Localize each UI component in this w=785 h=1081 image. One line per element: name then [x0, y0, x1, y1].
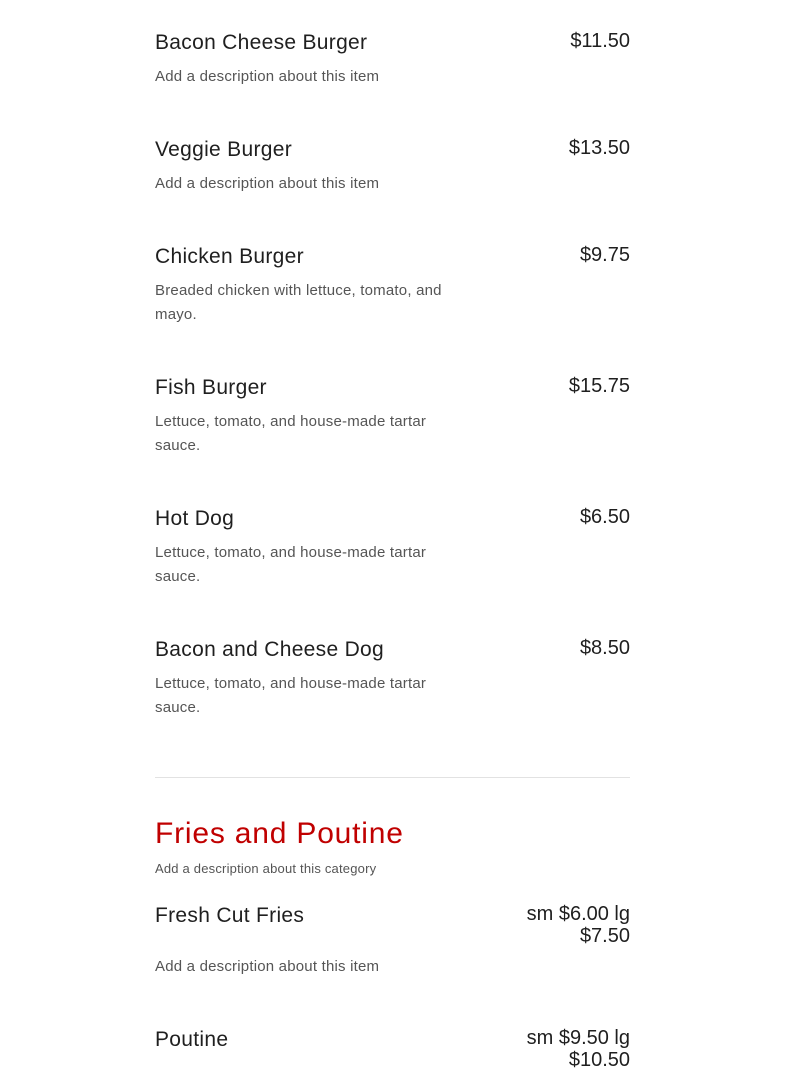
item-price: sm $6.00 lg $7.50 — [526, 903, 630, 947]
category-title: Fries and Poutine — [155, 817, 404, 850]
item-description: Add a description about this item — [155, 68, 380, 85]
item-description: Lettuce, tomato, and house-made tartar sauce. — [155, 675, 427, 716]
item-description: Add a description about this item — [155, 175, 380, 192]
item-name: Chicken Burger — [155, 245, 304, 268]
item-name: Bacon and Cheese Dog — [155, 638, 384, 661]
item-price: $15.75 — [568, 375, 630, 397]
item-price: $8.50 — [579, 637, 630, 659]
item-description: Breaded chicken with lettuce, tomato, and mayo. — [155, 282, 442, 323]
item-name: Veggie Burger — [155, 138, 292, 161]
category-divider — [155, 777, 630, 778]
category-description: Add a description about this category — [155, 861, 377, 876]
item-price: $11.50 — [570, 30, 630, 52]
item-name: Bacon Cheese Burger — [155, 31, 368, 54]
item-price: $6.50 — [579, 506, 630, 528]
item-price: sm $9.50 lg $10.50 — [526, 1027, 630, 1071]
item-name: Poutine — [155, 1028, 229, 1051]
item-price: $13.50 — [568, 137, 630, 159]
item-name: Fresh Cut Fries — [155, 904, 305, 927]
item-price: $9.75 — [579, 244, 630, 266]
item-description: Lettuce, tomato, and house-made tartar sauce. — [155, 413, 427, 454]
item-description: Add a description about this item — [155, 958, 380, 975]
item-name: Hot Dog — [155, 507, 235, 530]
item-name: Fish Burger — [155, 376, 267, 399]
item-description: Lettuce, tomato, and house-made tartar sauce. — [155, 544, 427, 585]
